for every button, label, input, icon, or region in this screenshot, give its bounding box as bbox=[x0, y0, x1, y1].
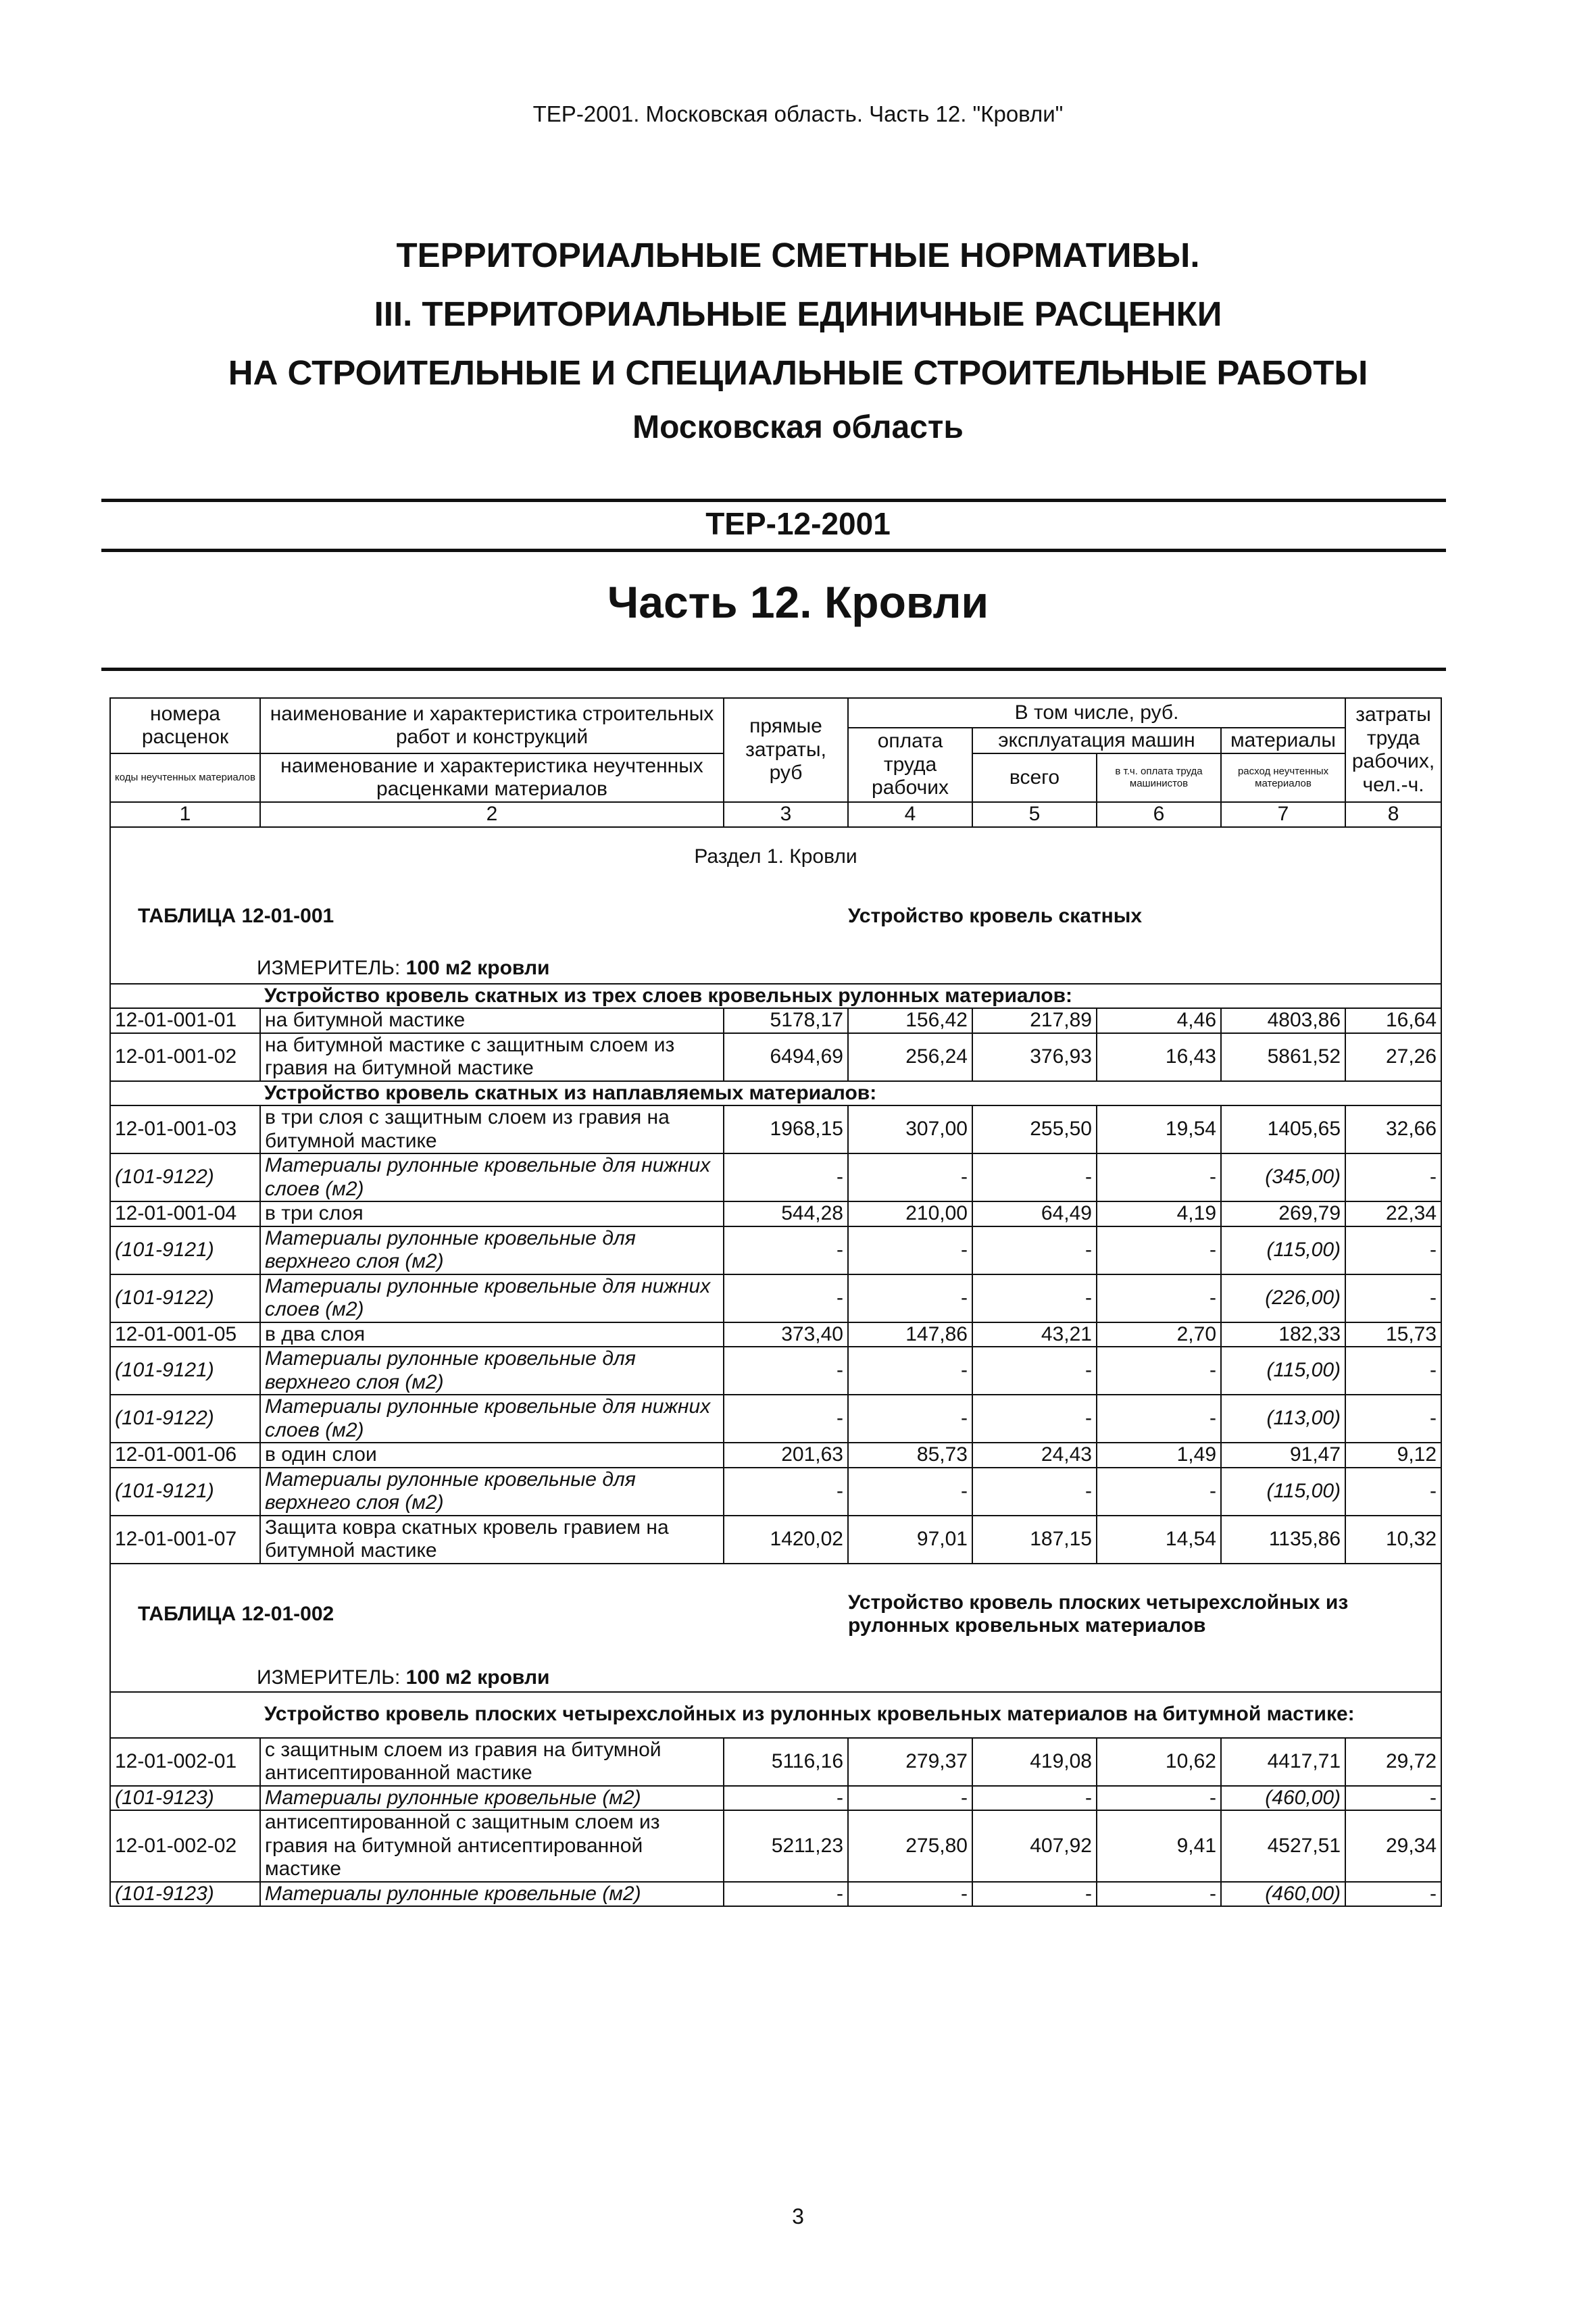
running-head: ТЕР-2001. Московская область. Часть 12. "Кровли" bbox=[532, 101, 1064, 126]
rule-part bbox=[101, 668, 1446, 671]
value-cell: 9,41 bbox=[1097, 1810, 1221, 1882]
rate-row bbox=[110, 1201, 1441, 1226]
value-cell: (226,00) bbox=[1221, 1274, 1345, 1322]
value-cell: 1405,65 bbox=[1221, 1105, 1345, 1153]
header-col1-b: коды неучтенных материалов bbox=[115, 772, 255, 783]
rule-top bbox=[101, 499, 1446, 502]
value-cell: - bbox=[972, 1153, 1097, 1201]
material-row bbox=[110, 1226, 1441, 1274]
table1-name: Устройство кровель скатных bbox=[848, 880, 1441, 954]
material-row bbox=[110, 1153, 1441, 1201]
value-cell: 32,66 bbox=[1345, 1105, 1441, 1153]
value-cell: (345,00) bbox=[1221, 1153, 1345, 1201]
header-number: 5 bbox=[972, 802, 1097, 827]
value-cell: 279,37 bbox=[848, 1738, 972, 1786]
value-cell: 4,19 bbox=[1097, 1201, 1221, 1226]
value-cell: - bbox=[1097, 1347, 1221, 1395]
value-cell: - bbox=[848, 1786, 972, 1811]
value-cell: (113,00) bbox=[1221, 1395, 1345, 1443]
material-code: (101-9121) bbox=[110, 1347, 260, 1395]
material-code: (101-9122) bbox=[110, 1274, 260, 1322]
table1-group2: Устройство кровель скатных из наплавляемых материалов: bbox=[260, 1081, 1441, 1106]
rate-row bbox=[110, 1516, 1441, 1564]
table2-name: Устройство кровель плоских четырехслойных из рулонных кровельных материалов bbox=[848, 1564, 1441, 1665]
value-cell: 85,73 bbox=[848, 1443, 972, 1468]
header-col1-a: номера расценок bbox=[110, 698, 260, 753]
part-title: Часть 12. Кровли bbox=[607, 577, 989, 627]
value-cell: 419,08 bbox=[972, 1738, 1097, 1786]
value-cell: 2,70 bbox=[1097, 1322, 1221, 1347]
material-code: (101-9123) bbox=[110, 1786, 260, 1811]
material-name: Материалы рулонные кровельные для верхнего слоя (м2) bbox=[260, 1347, 724, 1395]
rate-code: 12-01-001-07 bbox=[110, 1516, 260, 1564]
header-machinists: в т.ч. оплата труда машинистов bbox=[1115, 766, 1203, 789]
value-cell: - bbox=[1345, 1882, 1441, 1907]
material-row bbox=[110, 1468, 1441, 1516]
value-cell: - bbox=[1097, 1153, 1221, 1201]
value-cell: - bbox=[1097, 1395, 1221, 1443]
rate-code: 12-01-002-02 bbox=[110, 1810, 260, 1882]
material-name: Материалы рулонные кровельные для верхнего слоя (м2) bbox=[260, 1468, 724, 1516]
rate-row bbox=[110, 1810, 1441, 1882]
value-cell: 407,92 bbox=[972, 1810, 1097, 1882]
material-code: (101-9123) bbox=[110, 1882, 260, 1907]
value-cell: - bbox=[848, 1347, 972, 1395]
value-cell: 4803,86 bbox=[1221, 1008, 1345, 1033]
rate-row bbox=[110, 1738, 1441, 1786]
header-materials-sub: расход неучтенных материалов bbox=[1237, 766, 1329, 789]
rate-code: 12-01-001-06 bbox=[110, 1443, 260, 1468]
value-cell: 91,47 bbox=[1221, 1443, 1345, 1468]
value-cell: 22,34 bbox=[1345, 1201, 1441, 1226]
value-cell: 269,79 bbox=[1221, 1201, 1345, 1226]
material-row bbox=[110, 1786, 1441, 1811]
value-cell: - bbox=[1097, 1882, 1221, 1907]
rate-name: в два слоя bbox=[260, 1322, 724, 1347]
value-cell: - bbox=[724, 1226, 848, 1274]
value-cell: - bbox=[724, 1347, 848, 1395]
header-number: 4 bbox=[848, 802, 972, 827]
rates-table bbox=[109, 697, 1442, 1907]
value-cell: - bbox=[1097, 1274, 1221, 1322]
value-cell: (115,00) bbox=[1221, 1468, 1345, 1516]
rate-name: в три слоя bbox=[260, 1201, 724, 1226]
value-cell: - bbox=[1345, 1226, 1441, 1274]
value-cell: 5211,23 bbox=[724, 1810, 848, 1882]
value-cell: - bbox=[1345, 1395, 1441, 1443]
value-cell: - bbox=[972, 1786, 1097, 1811]
material-code: (101-9122) bbox=[110, 1395, 260, 1443]
header-number: 2 bbox=[260, 802, 724, 827]
value-cell: - bbox=[1097, 1226, 1221, 1274]
value-cell: 256,24 bbox=[848, 1033, 972, 1081]
value-cell: - bbox=[848, 1468, 972, 1516]
value-cell: - bbox=[848, 1274, 972, 1322]
measure-prefix: ИЗМЕРИТЕЛЬ: bbox=[257, 956, 401, 979]
rate-code: 12-01-001-01 bbox=[110, 1008, 260, 1033]
rate-row bbox=[110, 1008, 1441, 1033]
value-cell: 14,54 bbox=[1097, 1516, 1221, 1564]
rate-name: антисептированной с защитным слоем из гравия на битумной антисептированной мастике bbox=[260, 1810, 724, 1882]
value-cell: 10,62 bbox=[1097, 1738, 1221, 1786]
value-cell: - bbox=[724, 1274, 848, 1322]
value-cell: 6494,69 bbox=[724, 1033, 848, 1081]
header-number: 1 bbox=[110, 802, 260, 827]
value-cell: 255,50 bbox=[972, 1105, 1097, 1153]
rate-name: Защита ковра скатных кровель гравием на битумной мастике bbox=[260, 1516, 724, 1564]
header-including: В том числе, руб. bbox=[848, 698, 1345, 728]
value-cell: 1968,15 bbox=[724, 1105, 848, 1153]
value-cell: 5178,17 bbox=[724, 1008, 848, 1033]
value-cell: - bbox=[724, 1153, 848, 1201]
value-cell: - bbox=[1345, 1274, 1441, 1322]
table2-group1: Устройство кровель плоских четырехслойных из рулонных кровельных материалов на битумной мастике: bbox=[260, 1692, 1441, 1738]
material-row bbox=[110, 1347, 1441, 1395]
material-row bbox=[110, 1882, 1441, 1907]
rate-row bbox=[110, 1105, 1441, 1153]
value-cell: - bbox=[972, 1395, 1097, 1443]
material-name: Материалы рулонные кровельные (м2) bbox=[260, 1786, 724, 1811]
value-cell: 1420,02 bbox=[724, 1516, 848, 1564]
header-machines-total: всего bbox=[972, 753, 1097, 802]
value-cell: (460,00) bbox=[1221, 1786, 1345, 1811]
value-cell: 29,34 bbox=[1345, 1810, 1441, 1882]
rate-row bbox=[110, 1033, 1441, 1081]
value-cell: 182,33 bbox=[1221, 1322, 1345, 1347]
value-cell: - bbox=[972, 1226, 1097, 1274]
value-cell: 544,28 bbox=[724, 1201, 848, 1226]
header-number: 7 bbox=[1221, 802, 1345, 827]
header-labor-pay: оплата труда рабочих bbox=[848, 728, 972, 802]
document-code: ТЕР-12-2001 bbox=[705, 506, 891, 541]
header-numbers-row bbox=[110, 802, 1441, 827]
value-cell: 27,26 bbox=[1345, 1033, 1441, 1081]
rate-code: 12-01-001-04 bbox=[110, 1201, 260, 1226]
value-cell: 9,12 bbox=[1345, 1443, 1441, 1468]
value-cell: - bbox=[724, 1882, 848, 1907]
value-cell: 373,40 bbox=[724, 1322, 848, 1347]
value-cell: - bbox=[848, 1882, 972, 1907]
value-cell: - bbox=[848, 1226, 972, 1274]
value-cell: 4527,51 bbox=[1221, 1810, 1345, 1882]
material-name: Материалы рулонные кровельные для нижних слоев (м2) bbox=[260, 1395, 724, 1443]
value-cell: 376,93 bbox=[972, 1033, 1097, 1081]
value-cell: 4417,71 bbox=[1221, 1738, 1345, 1786]
value-cell: 210,00 bbox=[848, 1201, 972, 1226]
material-code: (101-9122) bbox=[110, 1153, 260, 1201]
rate-row bbox=[110, 1443, 1441, 1468]
table1-measure bbox=[110, 954, 1441, 984]
value-cell: 43,21 bbox=[972, 1322, 1097, 1347]
header-labor: затраты труда рабочих, чел.-ч. bbox=[1345, 698, 1441, 802]
rate-name: с защитным слоем из гравия на битумной антисептированной мастике bbox=[260, 1738, 724, 1786]
header-number: 6 bbox=[1097, 802, 1221, 827]
value-cell: - bbox=[848, 1153, 972, 1201]
value-cell: 24,43 bbox=[972, 1443, 1097, 1468]
title-line-3: НА СТРОИТЕЛЬНЫЕ И СПЕЦИАЛЬНЫЕ СТРОИТЕЛЬНЫЕ РАБОТЫ bbox=[228, 353, 1368, 392]
measure-prefix: ИЗМЕРИТЕЛЬ: bbox=[257, 1666, 401, 1689]
value-cell: 1,49 bbox=[1097, 1443, 1221, 1468]
value-cell: - bbox=[1097, 1786, 1221, 1811]
measure-unit: 100 м2 кровли bbox=[405, 1666, 550, 1689]
value-cell: 16,64 bbox=[1345, 1008, 1441, 1033]
header-number: 8 bbox=[1345, 802, 1441, 827]
title-line-2: III. ТЕРРИТОРИАЛЬНЫЕ ЕДИНИЧНЫЕ РАСЦЕНКИ bbox=[374, 295, 1222, 333]
value-cell: - bbox=[972, 1468, 1097, 1516]
title-line-1: ТЕРРИТОРИАЛЬНЫЕ СМЕТНЫЕ НОРМАТИВЫ. bbox=[396, 236, 1200, 274]
value-cell: 19,54 bbox=[1097, 1105, 1221, 1153]
value-cell: - bbox=[1097, 1468, 1221, 1516]
material-code: (101-9121) bbox=[110, 1468, 260, 1516]
value-cell: - bbox=[972, 1347, 1097, 1395]
value-cell: - bbox=[972, 1274, 1097, 1322]
value-cell: 156,42 bbox=[848, 1008, 972, 1033]
value-cell: 217,89 bbox=[972, 1008, 1097, 1033]
value-cell: 16,43 bbox=[1097, 1033, 1221, 1081]
material-row bbox=[110, 1274, 1441, 1322]
rate-name: на битумной мастике bbox=[260, 1008, 724, 1033]
material-name: Материалы рулонные кровельные (м2) bbox=[260, 1882, 724, 1907]
header-col3: прямые затраты, руб bbox=[724, 698, 848, 802]
material-name: Материалы рулонные кровельные для нижних слоев (м2) bbox=[260, 1274, 724, 1322]
value-cell: 201,63 bbox=[724, 1443, 848, 1468]
value-cell: 187,15 bbox=[972, 1516, 1097, 1564]
value-cell: (115,00) bbox=[1221, 1226, 1345, 1274]
value-cell: 147,86 bbox=[848, 1322, 972, 1347]
header-machines: эксплуатация машин bbox=[972, 728, 1221, 753]
rate-name: в один слои bbox=[260, 1443, 724, 1468]
value-cell: - bbox=[972, 1882, 1097, 1907]
value-cell: - bbox=[1345, 1153, 1441, 1201]
value-cell: - bbox=[1345, 1786, 1441, 1811]
header-materials: материалы bbox=[1221, 728, 1345, 753]
value-cell: 1135,86 bbox=[1221, 1516, 1345, 1564]
rule-bottom bbox=[101, 549, 1446, 552]
value-cell: 15,73 bbox=[1345, 1322, 1441, 1347]
value-cell: - bbox=[1345, 1468, 1441, 1516]
table2-label: ТАБЛИЦА 12-01-002 bbox=[110, 1564, 848, 1665]
section-title: Раздел 1. Кровли bbox=[110, 827, 1441, 880]
table1-group1: Устройство кровель скатных из трех слоев кровельных рулонных материалов: bbox=[260, 984, 1441, 1009]
value-cell: 5116,16 bbox=[724, 1738, 848, 1786]
measure-unit: 100 м2 кровли bbox=[405, 956, 550, 979]
value-cell: - bbox=[1345, 1347, 1441, 1395]
value-cell: (460,00) bbox=[1221, 1882, 1345, 1907]
rate-code: 12-01-002-01 bbox=[110, 1738, 260, 1786]
material-code: (101-9121) bbox=[110, 1226, 260, 1274]
header-number: 3 bbox=[724, 802, 848, 827]
rate-name: в три слоя с защитным слоем из гравия на битумной мастике bbox=[260, 1105, 724, 1153]
value-cell: - bbox=[724, 1395, 848, 1443]
value-cell: 29,72 bbox=[1345, 1738, 1441, 1786]
value-cell: 307,00 bbox=[848, 1105, 972, 1153]
material-name: Материалы рулонные кровельные для верхнего слоя (м2) bbox=[260, 1226, 724, 1274]
header-col2-a: наименование и характеристика строительных работ и конструкций bbox=[260, 698, 724, 753]
value-cell: 5861,52 bbox=[1221, 1033, 1345, 1081]
table2-measure bbox=[110, 1665, 1441, 1692]
material-name: Материалы рулонные кровельные для нижних слоев (м2) bbox=[260, 1153, 724, 1201]
value-cell: - bbox=[724, 1786, 848, 1811]
value-cell: 4,46 bbox=[1097, 1008, 1221, 1033]
value-cell: 275,80 bbox=[848, 1810, 972, 1882]
value-cell: - bbox=[848, 1395, 972, 1443]
rate-code: 12-01-001-02 bbox=[110, 1033, 260, 1081]
value-cell: 97,01 bbox=[848, 1516, 972, 1564]
page-number: 3 bbox=[792, 2204, 804, 2229]
table1-label: ТАБЛИЦА 12-01-001 bbox=[110, 880, 848, 954]
value-cell: - bbox=[724, 1468, 848, 1516]
rate-name: на битумной мастике с защитным слоем из гравия на битумной мастике bbox=[260, 1033, 724, 1081]
value-cell: (115,00) bbox=[1221, 1347, 1345, 1395]
value-cell: 10,32 bbox=[1345, 1516, 1441, 1564]
title-line-4: Московская область bbox=[632, 409, 964, 445]
header-col2-b: наименование и характеристика неучтенных расценками материалов bbox=[260, 753, 724, 802]
material-row bbox=[110, 1395, 1441, 1443]
rate-code: 12-01-001-03 bbox=[110, 1105, 260, 1153]
rate-row bbox=[110, 1322, 1441, 1347]
value-cell: 64,49 bbox=[972, 1201, 1097, 1226]
rate-code: 12-01-001-05 bbox=[110, 1322, 260, 1347]
